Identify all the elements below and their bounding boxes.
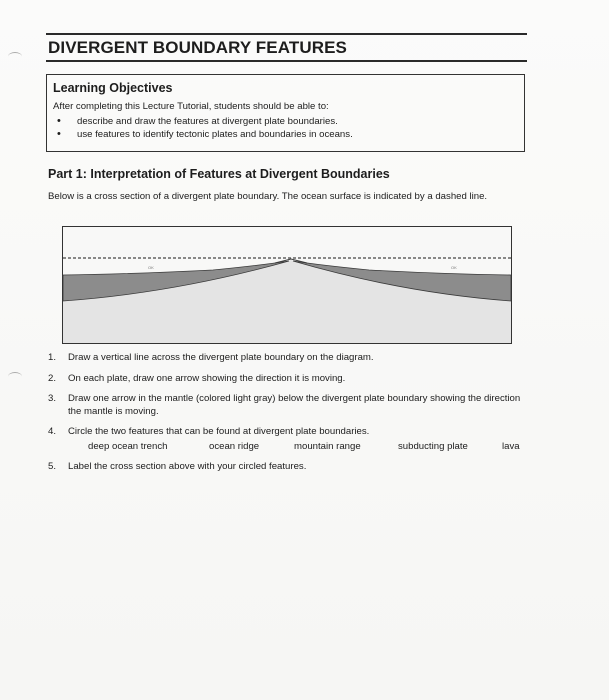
question-number: 1.	[48, 352, 57, 363]
question-text: Draw one arrow in the mantle (colored light gray) below the divergent plate boundary showing the direction the mantle is moving.	[68, 393, 521, 417]
title-rule	[46, 60, 527, 62]
question-text: Circle the two features that can be found at divergent plate boundaries.	[68, 426, 370, 437]
question-number: 4.	[48, 426, 57, 437]
top-rule	[46, 33, 527, 35]
left-plate-mark: OK	[148, 265, 154, 270]
part-1-heading: Part 1: Interpretation of Features at Divergent Boundaries	[48, 167, 390, 181]
option-lava[interactable]: lava	[502, 440, 520, 452]
question-text: Draw a vertical line across the divergent plate boundary on the diagram.	[68, 352, 374, 363]
question-item	[48, 393, 528, 418]
objectives-intro: After completing this Lecture Tutorial, students should be able to:	[53, 101, 329, 112]
question-number: 5.	[48, 461, 57, 472]
option-ocean-ridge[interactable]: ocean ridge	[209, 440, 260, 452]
cross-section-svg[interactable]	[63, 227, 511, 343]
question-item	[48, 373, 528, 386]
objective-item: • use features to identify tectonic plates and boundaries in oceans.	[53, 128, 518, 141]
question-item	[48, 461, 528, 474]
mantle-region	[63, 260, 511, 343]
objectives-list	[53, 115, 518, 141]
question-item	[48, 352, 528, 365]
option-subducting-plate[interactable]: subducting plate	[398, 440, 468, 452]
question-text: Label the cross section above with your circled features.	[68, 461, 307, 472]
question-text: On each plate, draw one arrow showing the direction it is moving.	[68, 372, 346, 384]
binder-hole-mark	[8, 52, 22, 61]
learning-objectives-box	[46, 74, 525, 152]
binder-hole-mark	[8, 372, 22, 381]
cross-section-diagram[interactable]	[62, 226, 512, 344]
question-item	[48, 426, 528, 453]
option-deep-ocean-trench[interactable]: deep ocean trench	[88, 440, 168, 452]
questions-list	[48, 352, 528, 482]
question-number: 3.	[48, 393, 57, 404]
page-title: DIVERGENT BOUNDARY FEATURES	[48, 38, 347, 57]
option-mountain-range[interactable]: mountain range	[294, 440, 361, 452]
right-plate-mark: OK	[451, 265, 457, 270]
objectives-heading: Learning Objectives	[53, 81, 173, 95]
part-1-intro: Below is a cross section of a divergent plate boundary. The ocean surface is indicated by a dashed line.	[48, 191, 488, 202]
question-number: 2.	[48, 372, 57, 384]
objective-item: • describe and draw the features at divergent plate boundaries.	[53, 115, 518, 128]
feature-options	[68, 441, 528, 454]
